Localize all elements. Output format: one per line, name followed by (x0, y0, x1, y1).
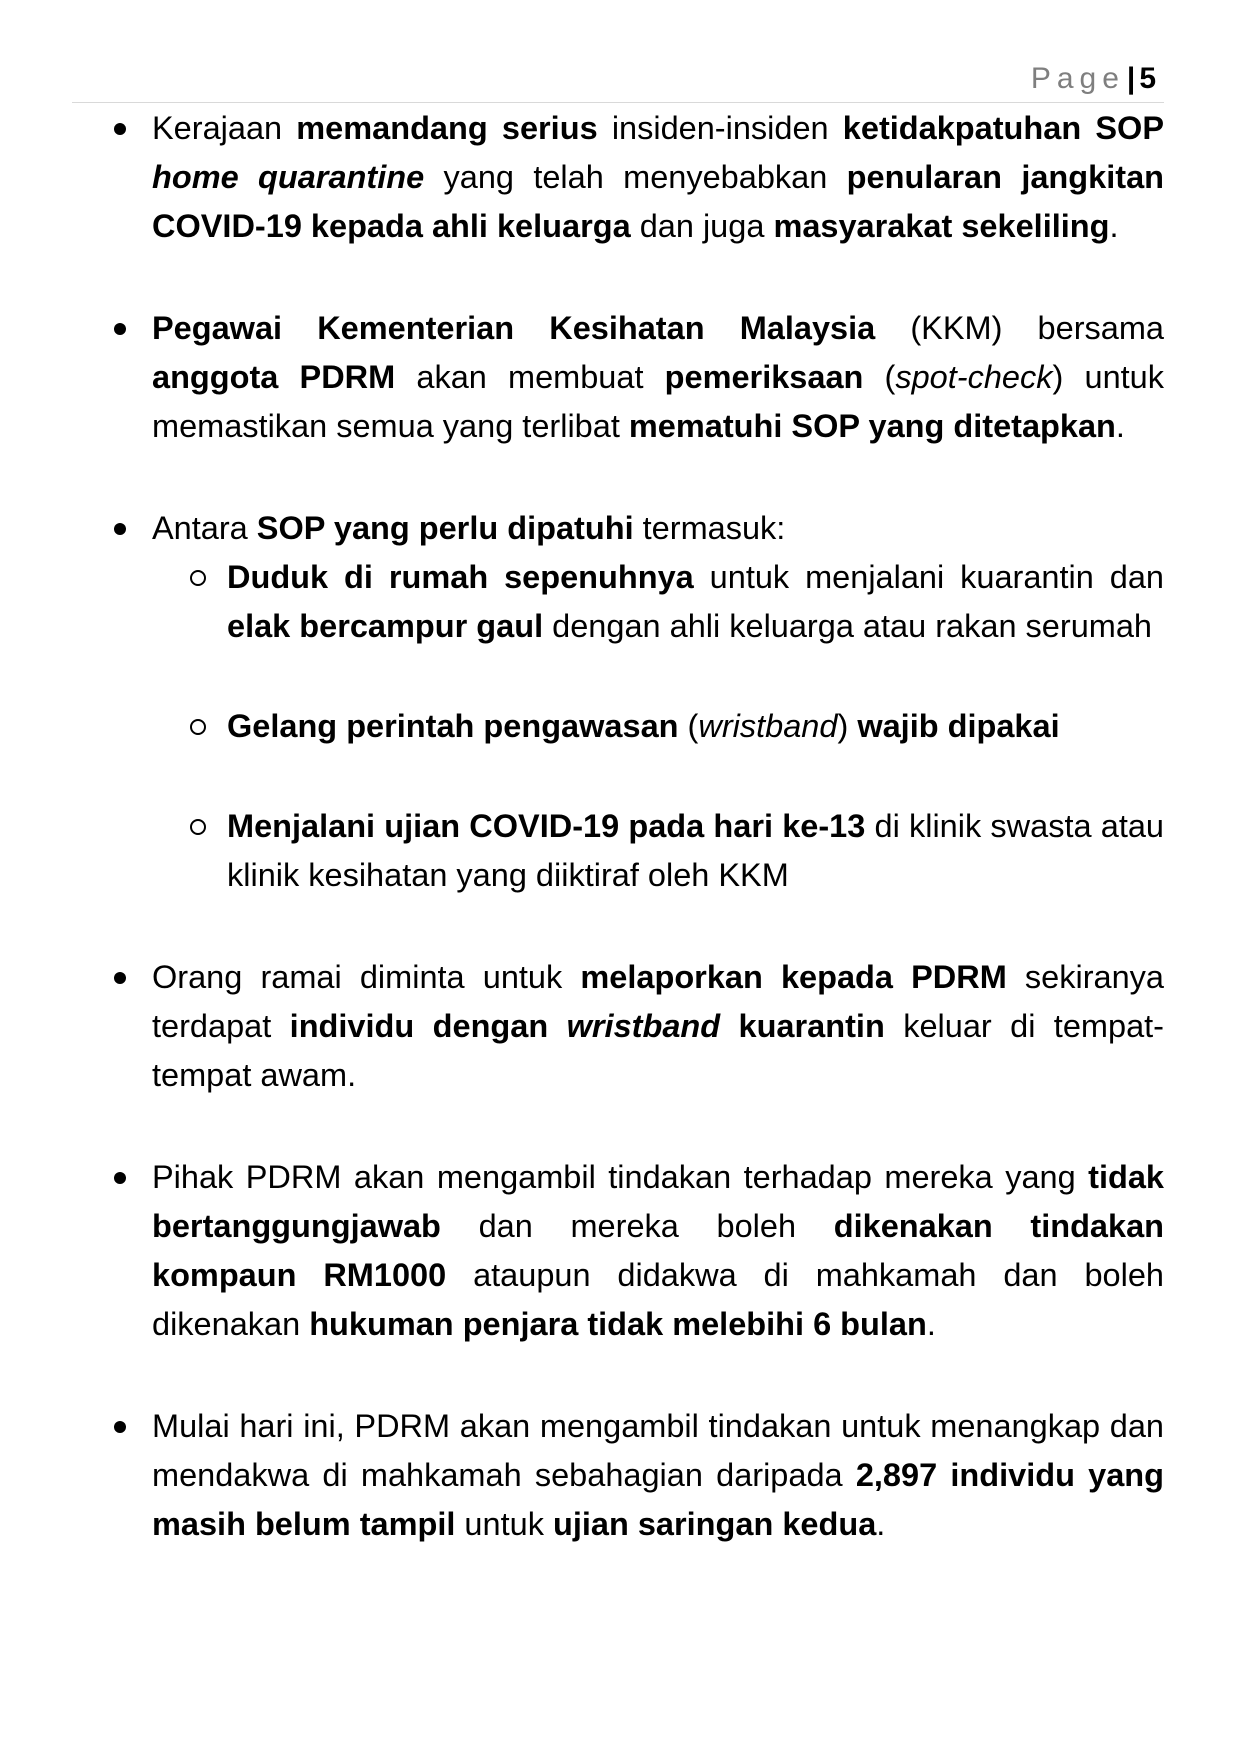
bold-text: individu dengan (289, 1008, 567, 1044)
text-run: untuk (455, 1506, 553, 1542)
bullet-dot-icon (114, 323, 126, 335)
text-run: . (926, 1306, 936, 1342)
bullet-item-1 (108, 104, 1164, 251)
bold-text: kuarantin (720, 1008, 885, 1044)
bullet-dot-icon (114, 523, 126, 535)
text-run: dengan ahli keluarga atau rakan serumah (543, 608, 1152, 644)
text-run: Pihak PDRM akan mengambil tindakan terhadap mereka yang (152, 1159, 1089, 1195)
bullet-item-5 (108, 1153, 1164, 1349)
page-header (72, 58, 1164, 103)
text-run: Antara (152, 510, 257, 546)
text-run: akan membuat (395, 359, 665, 395)
text-run: ( (678, 708, 699, 744)
bullet-item-2 (108, 304, 1164, 451)
bold-text: pemeriksaan (664, 359, 864, 395)
bold-text: masyarakat sekeliling (773, 208, 1110, 244)
sub-bullet-item-3 (108, 802, 1164, 900)
text-run: yang telah menyebabkan (424, 159, 847, 195)
hollow-circle-bullet-icon (190, 819, 206, 835)
bold-text: tidak bertanggungjawab (152, 1159, 1164, 1244)
bullet-item-6 (108, 1402, 1164, 1549)
bold-text: mematuhi SOP yang ditetapkan (628, 408, 1116, 444)
document-body (108, 104, 1164, 1602)
text-run: di klinik swasta atau klinik kesihatan yang diiktiraf oleh KKM (227, 808, 1164, 893)
text-run: (KKM) bersama (875, 310, 1165, 346)
text-run: dan mereka boleh (440, 1208, 834, 1244)
bullet-item-3 (108, 504, 1164, 553)
bold-text: dikenakan tindakan kompaun RM1000 (152, 1208, 1165, 1293)
text-run: keluar di tempat-tempat awam. (152, 1008, 1164, 1093)
bold-text: memandang serius (296, 110, 598, 146)
bold-text: Menjalani ujian COVID-19 pada hari ke-13 (227, 808, 866, 844)
page-word: Page (1030, 62, 1125, 95)
text-run: ( (863, 359, 896, 395)
bold-text: elak bercampur gaul (227, 608, 544, 644)
bold-text: hukuman penjara tidak melebihi 6 bulan (309, 1306, 927, 1342)
text-run: insiden-insiden (597, 110, 843, 146)
bullet-dot-icon (114, 1421, 126, 1433)
bullet-item-4 (108, 953, 1164, 1100)
bullet-dot-icon (114, 123, 126, 135)
text-run: Mulai hari ini, PDRM akan mengambil tindakan untuk menangkap dan mendakwa di mahkamah sebahagian daripada (152, 1408, 1164, 1493)
text-run: ) untuk memastikan semua yang terlibat (152, 359, 1164, 444)
bold-text: wajib dipakai (857, 708, 1060, 744)
page-digit: 5 (1139, 62, 1156, 95)
italic-text: spot-check (895, 359, 1053, 395)
italic-text: wristband (698, 708, 838, 744)
bold-text: anggota PDRM (152, 359, 396, 395)
bold-text: ujian saringan kedua (552, 1506, 877, 1542)
text-run: dan juga (630, 208, 774, 244)
bold-text: Duduk di rumah sepenuhnya (227, 559, 694, 595)
text-run: ) (837, 708, 858, 744)
bold-text: Gelang perintah pengawasan (227, 708, 679, 744)
sub-bullet-item-1 (108, 553, 1164, 651)
page-number-label (1031, 62, 1156, 96)
text-run: . (876, 1506, 886, 1542)
text-run: ataupun didakwa di mahkamah dan boleh dikenakan (152, 1257, 1164, 1342)
text-run: untuk menjalani kuarantin dan (693, 559, 1164, 595)
bold-italic-text: wristband (566, 1008, 721, 1044)
bullet-dot-icon (114, 1172, 126, 1184)
bold-text: Pegawai Kementerian Kesihatan Malaysia (152, 310, 876, 346)
text-run: . (1109, 208, 1119, 244)
page-separator: | (1126, 62, 1136, 95)
text-run: Kerajaan (152, 110, 297, 146)
bold-text: 2,897 individu yang masih belum tampil (152, 1457, 1164, 1542)
hollow-circle-bullet-icon (190, 570, 206, 586)
bullet-dot-icon (114, 972, 126, 984)
text-run: . (1115, 408, 1125, 444)
bold-text: melaporkan kepada PDRM (580, 959, 1007, 995)
bold-text: SOP yang perlu dipatuhi (256, 510, 634, 546)
bold-italic-text: home quarantine (152, 159, 425, 195)
sub-bullet-item-2 (108, 702, 1164, 751)
bold-text: ketidakpatuhan SOP (842, 110, 1164, 146)
text-run: termasuk: (633, 510, 786, 546)
text-run: Orang ramai diminta untuk (152, 959, 581, 995)
text-run: sekiranya terdapat (152, 959, 1165, 1044)
hollow-circle-bullet-icon (190, 719, 206, 735)
bold-text: penularan jangkitan COVID-19 kepada ahli keluarga (152, 159, 1164, 244)
